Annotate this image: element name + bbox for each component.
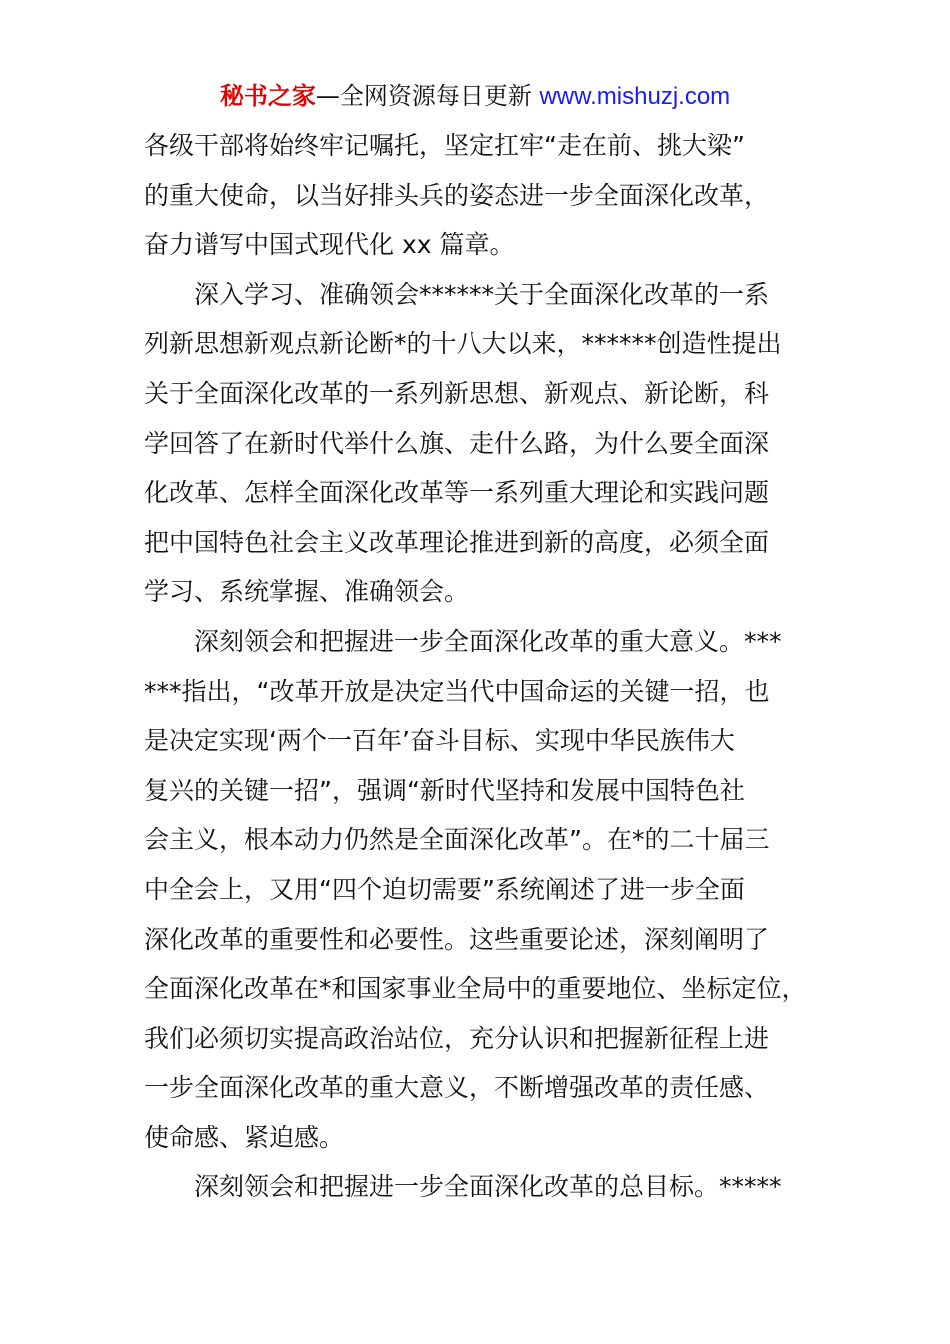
text-line: 学习、系统掌握、准确领会。 — [144, 577, 470, 607]
text-line: 中全会上，又用“四个迫切需要”系统阐述了进一步全面 — [144, 874, 745, 904]
site-url-link[interactable]: www.mishuzj.com — [539, 83, 731, 110]
text-line: 全面深化改革在*和国家事业全局中的重要地位、坐标定位， — [144, 974, 807, 1004]
text-line: 学回答了在新时代举什么旗、走什么路，为什么要全面深 — [144, 428, 770, 458]
site-tagline: —全网资源每日更新 — [315, 82, 532, 110]
text-line: 我们必须切实提高政治站位，充分认识和把握新征程上进 — [144, 1023, 770, 1053]
text-line: 深化改革的重要性和必要性。这些重要论述，深刻阐明了 — [144, 924, 770, 954]
paragraph-start-line: 深刻领会和把握进一步全面深化改革的重大意义。*** — [194, 626, 782, 656]
text-line: 复兴的关键一招”，强调“新时代坚持和发展中国特色社 — [144, 775, 745, 805]
text-line: 各级干部将始终牢记嘱托，坚定扛牢“走在前、挑大梁” — [144, 131, 745, 160]
document-body — [144, 121, 844, 1212]
text-line: 列新思想新观点新论断*的十八大以来，******创造性提出 — [144, 329, 782, 359]
text-line: 一步全面深化改革的重大意义，不断增强改革的责任感、 — [144, 1073, 770, 1103]
text-line: 是决定实现‘两个一百年’奋斗目标、实现中华民族伟大 — [144, 726, 735, 756]
text-line: 奋力谱写中国式现代化 xx 篇章。 — [144, 230, 515, 260]
text-line: 把中国特色社会主义改革理论推进到新的高度，必须全面 — [144, 527, 770, 557]
paragraph-start-line: 深刻领会和把握进一步全面深化改革的总目标。***** — [194, 1172, 782, 1202]
text-line: ***指出，“改革开放是决定当代中国命运的关键一招，也 — [144, 676, 770, 706]
text-line: 会主义，根本动力仍然是全面深化改革”。在*的二十届三 — [144, 825, 770, 855]
text-line: 的重大使命，以当好排头兵的姿态进一步全面深化改革， — [144, 180, 770, 210]
paragraph-start-line: 深入学习、准确领会******关于全面深化改革的一系 — [194, 279, 770, 309]
text-line: 化改革、怎样全面深化改革等一系列重大理论和实践问题 — [144, 478, 770, 508]
site-brand: 秘书之家 — [219, 82, 316, 110]
site-header — [0, 80, 950, 113]
text-line: 使命感、紧迫感。 — [144, 1122, 345, 1152]
text-line: 关于全面深化改革的一系列新思想、新观点、新论断，科 — [144, 378, 770, 408]
